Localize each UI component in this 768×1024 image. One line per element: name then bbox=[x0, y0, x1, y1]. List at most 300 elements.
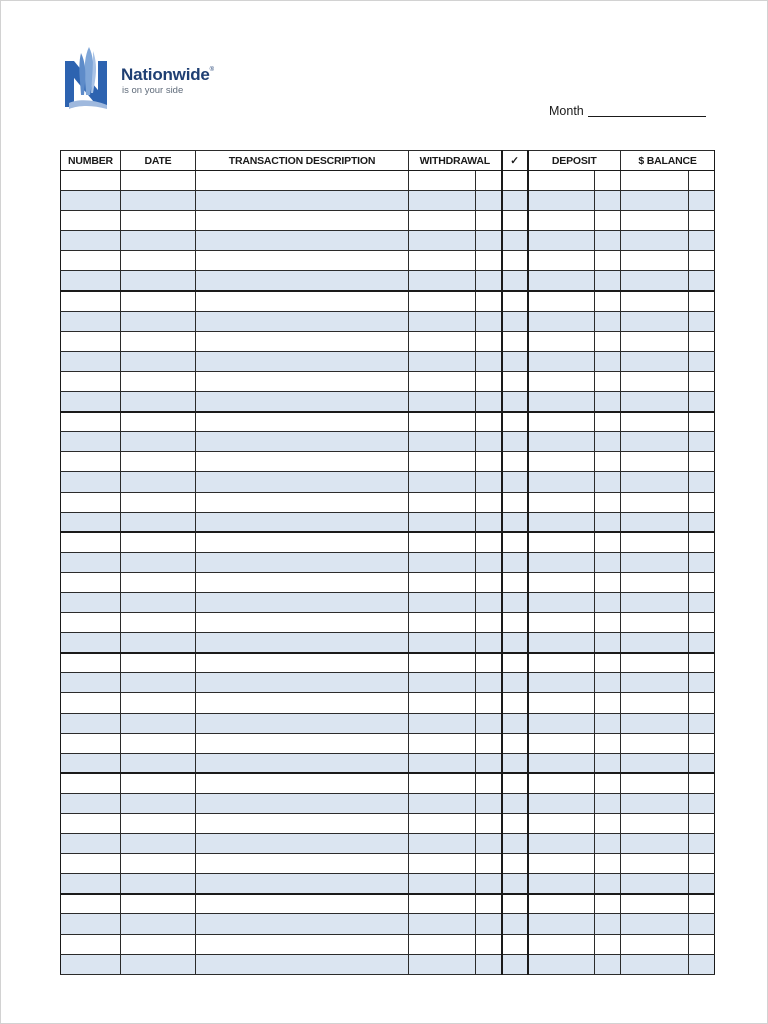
balance-dollars-cell[interactable] bbox=[621, 954, 689, 974]
withdrawal-dollars-cell[interactable] bbox=[409, 412, 476, 432]
withdrawal-dollars-cell[interactable] bbox=[409, 351, 476, 371]
check-cell[interactable] bbox=[502, 552, 528, 572]
balance-dollars-cell[interactable] bbox=[621, 914, 689, 934]
number-cell[interactable] bbox=[61, 914, 121, 934]
description-cell[interactable] bbox=[196, 331, 409, 351]
deposit-dollars-cell[interactable] bbox=[528, 733, 595, 753]
balance-cents-cell[interactable] bbox=[689, 894, 715, 914]
withdrawal-cents-cell[interactable] bbox=[476, 793, 502, 813]
description-cell[interactable] bbox=[196, 673, 409, 693]
withdrawal-cents-cell[interactable] bbox=[476, 753, 502, 773]
deposit-dollars-cell[interactable] bbox=[528, 954, 595, 974]
withdrawal-cents-cell[interactable] bbox=[476, 592, 502, 612]
check-cell[interactable] bbox=[502, 633, 528, 653]
withdrawal-cents-cell[interactable] bbox=[476, 914, 502, 934]
withdrawal-cents-cell[interactable] bbox=[476, 613, 502, 633]
withdrawal-dollars-cell[interactable] bbox=[409, 773, 476, 793]
withdrawal-dollars-cell[interactable] bbox=[409, 592, 476, 612]
date-cell[interactable] bbox=[121, 954, 196, 974]
date-cell[interactable] bbox=[121, 613, 196, 633]
check-cell[interactable] bbox=[502, 613, 528, 633]
balance-dollars-cell[interactable] bbox=[621, 592, 689, 612]
deposit-dollars-cell[interactable] bbox=[528, 713, 595, 733]
balance-dollars-cell[interactable] bbox=[621, 211, 689, 231]
check-cell[interactable] bbox=[502, 592, 528, 612]
check-cell[interactable] bbox=[502, 231, 528, 251]
check-cell[interactable] bbox=[502, 854, 528, 874]
description-cell[interactable] bbox=[196, 291, 409, 311]
withdrawal-cents-cell[interactable] bbox=[476, 673, 502, 693]
deposit-dollars-cell[interactable] bbox=[528, 392, 595, 412]
withdrawal-dollars-cell[interactable] bbox=[409, 874, 476, 894]
deposit-cents-cell[interactable] bbox=[595, 231, 621, 251]
deposit-cents-cell[interactable] bbox=[595, 914, 621, 934]
check-cell[interactable] bbox=[502, 211, 528, 231]
deposit-cents-cell[interactable] bbox=[595, 673, 621, 693]
balance-cents-cell[interactable] bbox=[689, 271, 715, 291]
check-cell[interactable] bbox=[502, 371, 528, 391]
withdrawal-dollars-cell[interactable] bbox=[409, 452, 476, 472]
number-cell[interactable] bbox=[61, 814, 121, 834]
balance-cents-cell[interactable] bbox=[689, 191, 715, 211]
balance-cents-cell[interactable] bbox=[689, 693, 715, 713]
date-cell[interactable] bbox=[121, 432, 196, 452]
balance-cents-cell[interactable] bbox=[689, 954, 715, 974]
withdrawal-dollars-cell[interactable] bbox=[409, 472, 476, 492]
deposit-cents-cell[interactable] bbox=[595, 472, 621, 492]
deposit-dollars-cell[interactable] bbox=[528, 793, 595, 813]
withdrawal-cents-cell[interactable] bbox=[476, 432, 502, 452]
date-cell[interactable] bbox=[121, 412, 196, 432]
withdrawal-cents-cell[interactable] bbox=[476, 271, 502, 291]
date-cell[interactable] bbox=[121, 733, 196, 753]
withdrawal-cents-cell[interactable] bbox=[476, 211, 502, 231]
description-cell[interactable] bbox=[196, 693, 409, 713]
withdrawal-dollars-cell[interactable] bbox=[409, 854, 476, 874]
deposit-dollars-cell[interactable] bbox=[528, 693, 595, 713]
check-cell[interactable] bbox=[502, 351, 528, 371]
balance-dollars-cell[interactable] bbox=[621, 934, 689, 954]
number-cell[interactable] bbox=[61, 793, 121, 813]
withdrawal-cents-cell[interactable] bbox=[476, 874, 502, 894]
description-cell[interactable] bbox=[196, 191, 409, 211]
balance-dollars-cell[interactable] bbox=[621, 331, 689, 351]
balance-dollars-cell[interactable] bbox=[621, 613, 689, 633]
number-cell[interactable] bbox=[61, 633, 121, 653]
description-cell[interactable] bbox=[196, 653, 409, 673]
date-cell[interactable] bbox=[121, 673, 196, 693]
number-cell[interactable] bbox=[61, 331, 121, 351]
balance-cents-cell[interactable] bbox=[689, 231, 715, 251]
date-cell[interactable] bbox=[121, 552, 196, 572]
balance-dollars-cell[interactable] bbox=[621, 854, 689, 874]
balance-dollars-cell[interactable] bbox=[621, 753, 689, 773]
withdrawal-dollars-cell[interactable] bbox=[409, 552, 476, 572]
date-cell[interactable] bbox=[121, 753, 196, 773]
check-cell[interactable] bbox=[502, 793, 528, 813]
deposit-cents-cell[interactable] bbox=[595, 834, 621, 854]
withdrawal-dollars-cell[interactable] bbox=[409, 693, 476, 713]
description-cell[interactable] bbox=[196, 874, 409, 894]
check-cell[interactable] bbox=[502, 874, 528, 894]
deposit-cents-cell[interactable] bbox=[595, 633, 621, 653]
deposit-cents-cell[interactable] bbox=[595, 452, 621, 472]
number-cell[interactable] bbox=[61, 492, 121, 512]
balance-cents-cell[interactable] bbox=[689, 733, 715, 753]
withdrawal-dollars-cell[interactable] bbox=[409, 954, 476, 974]
withdrawal-cents-cell[interactable] bbox=[476, 532, 502, 552]
date-cell[interactable] bbox=[121, 251, 196, 271]
number-cell[interactable] bbox=[61, 291, 121, 311]
deposit-dollars-cell[interactable] bbox=[528, 673, 595, 693]
check-cell[interactable] bbox=[502, 814, 528, 834]
balance-cents-cell[interactable] bbox=[689, 914, 715, 934]
number-cell[interactable] bbox=[61, 472, 121, 492]
balance-cents-cell[interactable] bbox=[689, 814, 715, 834]
balance-dollars-cell[interactable] bbox=[621, 713, 689, 733]
withdrawal-cents-cell[interactable] bbox=[476, 633, 502, 653]
balance-cents-cell[interactable] bbox=[689, 532, 715, 552]
withdrawal-cents-cell[interactable] bbox=[476, 934, 502, 954]
deposit-cents-cell[interactable] bbox=[595, 211, 621, 231]
withdrawal-cents-cell[interactable] bbox=[476, 231, 502, 251]
withdrawal-dollars-cell[interactable] bbox=[409, 713, 476, 733]
description-cell[interactable] bbox=[196, 231, 409, 251]
withdrawal-dollars-cell[interactable] bbox=[409, 191, 476, 211]
withdrawal-cents-cell[interactable] bbox=[476, 773, 502, 793]
balance-cents-cell[interactable] bbox=[689, 171, 715, 191]
date-cell[interactable] bbox=[121, 854, 196, 874]
deposit-cents-cell[interactable] bbox=[595, 412, 621, 432]
date-cell[interactable] bbox=[121, 814, 196, 834]
deposit-cents-cell[interactable] bbox=[595, 713, 621, 733]
balance-cents-cell[interactable] bbox=[689, 472, 715, 492]
date-cell[interactable] bbox=[121, 914, 196, 934]
deposit-cents-cell[interactable] bbox=[595, 291, 621, 311]
check-cell[interactable] bbox=[502, 472, 528, 492]
balance-dollars-cell[interactable] bbox=[621, 673, 689, 693]
number-cell[interactable] bbox=[61, 653, 121, 673]
number-cell[interactable] bbox=[61, 713, 121, 733]
balance-dollars-cell[interactable] bbox=[621, 472, 689, 492]
number-cell[interactable] bbox=[61, 271, 121, 291]
balance-dollars-cell[interactable] bbox=[621, 834, 689, 854]
description-cell[interactable] bbox=[196, 251, 409, 271]
balance-cents-cell[interactable] bbox=[689, 371, 715, 391]
check-cell[interactable] bbox=[502, 532, 528, 552]
number-cell[interactable] bbox=[61, 733, 121, 753]
deposit-dollars-cell[interactable] bbox=[528, 532, 595, 552]
deposit-cents-cell[interactable] bbox=[595, 613, 621, 633]
number-cell[interactable] bbox=[61, 452, 121, 472]
balance-dollars-cell[interactable] bbox=[621, 733, 689, 753]
withdrawal-dollars-cell[interactable] bbox=[409, 613, 476, 633]
deposit-dollars-cell[interactable] bbox=[528, 834, 595, 854]
withdrawal-cents-cell[interactable] bbox=[476, 311, 502, 331]
deposit-cents-cell[interactable] bbox=[595, 592, 621, 612]
date-cell[interactable] bbox=[121, 572, 196, 592]
description-cell[interactable] bbox=[196, 171, 409, 191]
withdrawal-dollars-cell[interactable] bbox=[409, 653, 476, 673]
deposit-cents-cell[interactable] bbox=[595, 371, 621, 391]
withdrawal-dollars-cell[interactable] bbox=[409, 371, 476, 391]
date-cell[interactable] bbox=[121, 371, 196, 391]
balance-cents-cell[interactable] bbox=[689, 512, 715, 532]
deposit-cents-cell[interactable] bbox=[595, 894, 621, 914]
withdrawal-dollars-cell[interactable] bbox=[409, 673, 476, 693]
withdrawal-cents-cell[interactable] bbox=[476, 894, 502, 914]
balance-cents-cell[interactable] bbox=[689, 834, 715, 854]
date-cell[interactable] bbox=[121, 392, 196, 412]
deposit-cents-cell[interactable] bbox=[595, 432, 621, 452]
deposit-cents-cell[interactable] bbox=[595, 934, 621, 954]
check-cell[interactable] bbox=[502, 653, 528, 673]
number-cell[interactable] bbox=[61, 934, 121, 954]
balance-dollars-cell[interactable] bbox=[621, 392, 689, 412]
balance-cents-cell[interactable] bbox=[689, 653, 715, 673]
balance-dollars-cell[interactable] bbox=[621, 633, 689, 653]
deposit-dollars-cell[interactable] bbox=[528, 171, 595, 191]
date-cell[interactable] bbox=[121, 934, 196, 954]
withdrawal-cents-cell[interactable] bbox=[476, 713, 502, 733]
withdrawal-dollars-cell[interactable] bbox=[409, 512, 476, 532]
date-cell[interactable] bbox=[121, 291, 196, 311]
date-cell[interactable] bbox=[121, 894, 196, 914]
number-cell[interactable] bbox=[61, 311, 121, 331]
deposit-dollars-cell[interactable] bbox=[528, 231, 595, 251]
date-cell[interactable] bbox=[121, 331, 196, 351]
number-cell[interactable] bbox=[61, 392, 121, 412]
check-cell[interactable] bbox=[502, 191, 528, 211]
deposit-cents-cell[interactable] bbox=[595, 532, 621, 552]
date-cell[interactable] bbox=[121, 693, 196, 713]
check-cell[interactable] bbox=[502, 954, 528, 974]
number-cell[interactable] bbox=[61, 351, 121, 371]
balance-dollars-cell[interactable] bbox=[621, 492, 689, 512]
deposit-dollars-cell[interactable] bbox=[528, 191, 595, 211]
number-cell[interactable] bbox=[61, 753, 121, 773]
deposit-cents-cell[interactable] bbox=[595, 753, 621, 773]
withdrawal-cents-cell[interactable] bbox=[476, 653, 502, 673]
withdrawal-cents-cell[interactable] bbox=[476, 814, 502, 834]
deposit-dollars-cell[interactable] bbox=[528, 271, 595, 291]
deposit-dollars-cell[interactable] bbox=[528, 934, 595, 954]
withdrawal-cents-cell[interactable] bbox=[476, 834, 502, 854]
balance-cents-cell[interactable] bbox=[689, 392, 715, 412]
description-cell[interactable] bbox=[196, 351, 409, 371]
description-cell[interactable] bbox=[196, 211, 409, 231]
month-blank-line[interactable] bbox=[588, 115, 706, 117]
number-cell[interactable] bbox=[61, 773, 121, 793]
withdrawal-dollars-cell[interactable] bbox=[409, 211, 476, 231]
description-cell[interactable] bbox=[196, 392, 409, 412]
deposit-dollars-cell[interactable] bbox=[528, 592, 595, 612]
date-cell[interactable] bbox=[121, 472, 196, 492]
balance-cents-cell[interactable] bbox=[689, 633, 715, 653]
number-cell[interactable] bbox=[61, 693, 121, 713]
date-cell[interactable] bbox=[121, 351, 196, 371]
balance-cents-cell[interactable] bbox=[689, 211, 715, 231]
date-cell[interactable] bbox=[121, 211, 196, 231]
balance-dollars-cell[interactable] bbox=[621, 171, 689, 191]
balance-dollars-cell[interactable] bbox=[621, 191, 689, 211]
deposit-dollars-cell[interactable] bbox=[528, 412, 595, 432]
description-cell[interactable] bbox=[196, 412, 409, 432]
number-cell[interactable] bbox=[61, 171, 121, 191]
deposit-cents-cell[interactable] bbox=[595, 874, 621, 894]
deposit-dollars-cell[interactable] bbox=[528, 572, 595, 592]
deposit-dollars-cell[interactable] bbox=[528, 291, 595, 311]
deposit-dollars-cell[interactable] bbox=[528, 894, 595, 914]
deposit-dollars-cell[interactable] bbox=[528, 914, 595, 934]
balance-cents-cell[interactable] bbox=[689, 311, 715, 331]
balance-dollars-cell[interactable] bbox=[621, 874, 689, 894]
deposit-cents-cell[interactable] bbox=[595, 171, 621, 191]
balance-cents-cell[interactable] bbox=[689, 351, 715, 371]
withdrawal-dollars-cell[interactable] bbox=[409, 271, 476, 291]
number-cell[interactable] bbox=[61, 834, 121, 854]
check-cell[interactable] bbox=[502, 713, 528, 733]
deposit-cents-cell[interactable] bbox=[595, 271, 621, 291]
date-cell[interactable] bbox=[121, 452, 196, 472]
deposit-dollars-cell[interactable] bbox=[528, 452, 595, 472]
withdrawal-dollars-cell[interactable] bbox=[409, 532, 476, 552]
withdrawal-dollars-cell[interactable] bbox=[409, 171, 476, 191]
number-cell[interactable] bbox=[61, 432, 121, 452]
deposit-dollars-cell[interactable] bbox=[528, 432, 595, 452]
deposit-dollars-cell[interactable] bbox=[528, 814, 595, 834]
balance-cents-cell[interactable] bbox=[689, 773, 715, 793]
check-cell[interactable] bbox=[502, 392, 528, 412]
balance-dollars-cell[interactable] bbox=[621, 512, 689, 532]
withdrawal-dollars-cell[interactable] bbox=[409, 753, 476, 773]
date-cell[interactable] bbox=[121, 773, 196, 793]
balance-cents-cell[interactable] bbox=[689, 874, 715, 894]
balance-dollars-cell[interactable] bbox=[621, 231, 689, 251]
check-cell[interactable] bbox=[502, 834, 528, 854]
balance-cents-cell[interactable] bbox=[689, 412, 715, 432]
balance-dollars-cell[interactable] bbox=[621, 251, 689, 271]
withdrawal-cents-cell[interactable] bbox=[476, 854, 502, 874]
deposit-cents-cell[interactable] bbox=[595, 331, 621, 351]
withdrawal-cents-cell[interactable] bbox=[476, 371, 502, 391]
number-cell[interactable] bbox=[61, 673, 121, 693]
date-cell[interactable] bbox=[121, 633, 196, 653]
description-cell[interactable] bbox=[196, 713, 409, 733]
balance-cents-cell[interactable] bbox=[689, 793, 715, 813]
date-cell[interactable] bbox=[121, 834, 196, 854]
date-cell[interactable] bbox=[121, 532, 196, 552]
deposit-dollars-cell[interactable] bbox=[528, 492, 595, 512]
balance-cents-cell[interactable] bbox=[689, 613, 715, 633]
description-cell[interactable] bbox=[196, 894, 409, 914]
balance-dollars-cell[interactable] bbox=[621, 693, 689, 713]
check-cell[interactable] bbox=[502, 894, 528, 914]
description-cell[interactable] bbox=[196, 572, 409, 592]
deposit-cents-cell[interactable] bbox=[595, 572, 621, 592]
deposit-cents-cell[interactable] bbox=[595, 793, 621, 813]
deposit-dollars-cell[interactable] bbox=[528, 211, 595, 231]
check-cell[interactable] bbox=[502, 934, 528, 954]
balance-dollars-cell[interactable] bbox=[621, 894, 689, 914]
description-cell[interactable] bbox=[196, 613, 409, 633]
date-cell[interactable] bbox=[121, 713, 196, 733]
balance-dollars-cell[interactable] bbox=[621, 532, 689, 552]
description-cell[interactable] bbox=[196, 371, 409, 391]
description-cell[interactable] bbox=[196, 854, 409, 874]
check-cell[interactable] bbox=[502, 693, 528, 713]
description-cell[interactable] bbox=[196, 311, 409, 331]
deposit-dollars-cell[interactable] bbox=[528, 311, 595, 331]
deposit-dollars-cell[interactable] bbox=[528, 613, 595, 633]
check-cell[interactable] bbox=[502, 311, 528, 331]
deposit-cents-cell[interactable] bbox=[595, 191, 621, 211]
deposit-cents-cell[interactable] bbox=[595, 814, 621, 834]
balance-cents-cell[interactable] bbox=[689, 251, 715, 271]
balance-cents-cell[interactable] bbox=[689, 492, 715, 512]
description-cell[interactable] bbox=[196, 834, 409, 854]
balance-cents-cell[interactable] bbox=[689, 432, 715, 452]
balance-dollars-cell[interactable] bbox=[621, 552, 689, 572]
deposit-cents-cell[interactable] bbox=[595, 773, 621, 793]
withdrawal-cents-cell[interactable] bbox=[476, 552, 502, 572]
balance-dollars-cell[interactable] bbox=[621, 793, 689, 813]
deposit-cents-cell[interactable] bbox=[595, 693, 621, 713]
deposit-cents-cell[interactable] bbox=[595, 311, 621, 331]
check-cell[interactable] bbox=[502, 171, 528, 191]
number-cell[interactable] bbox=[61, 954, 121, 974]
deposit-cents-cell[interactable] bbox=[595, 954, 621, 974]
balance-dollars-cell[interactable] bbox=[621, 271, 689, 291]
withdrawal-cents-cell[interactable] bbox=[476, 572, 502, 592]
deposit-dollars-cell[interactable] bbox=[528, 854, 595, 874]
withdrawal-cents-cell[interactable] bbox=[476, 171, 502, 191]
withdrawal-dollars-cell[interactable] bbox=[409, 793, 476, 813]
balance-cents-cell[interactable] bbox=[689, 572, 715, 592]
deposit-dollars-cell[interactable] bbox=[528, 773, 595, 793]
deposit-cents-cell[interactable] bbox=[595, 854, 621, 874]
balance-cents-cell[interactable] bbox=[689, 452, 715, 472]
description-cell[interactable] bbox=[196, 552, 409, 572]
date-cell[interactable] bbox=[121, 171, 196, 191]
description-cell[interactable] bbox=[196, 472, 409, 492]
balance-dollars-cell[interactable] bbox=[621, 814, 689, 834]
balance-cents-cell[interactable] bbox=[689, 291, 715, 311]
description-cell[interactable] bbox=[196, 773, 409, 793]
withdrawal-dollars-cell[interactable] bbox=[409, 331, 476, 351]
withdrawal-cents-cell[interactable] bbox=[476, 412, 502, 432]
number-cell[interactable] bbox=[61, 532, 121, 552]
withdrawal-dollars-cell[interactable] bbox=[409, 894, 476, 914]
check-cell[interactable] bbox=[502, 512, 528, 532]
balance-dollars-cell[interactable] bbox=[621, 572, 689, 592]
number-cell[interactable] bbox=[61, 512, 121, 532]
balance-cents-cell[interactable] bbox=[689, 854, 715, 874]
date-cell[interactable] bbox=[121, 311, 196, 331]
number-cell[interactable] bbox=[61, 552, 121, 572]
deposit-dollars-cell[interactable] bbox=[528, 653, 595, 673]
number-cell[interactable] bbox=[61, 251, 121, 271]
description-cell[interactable] bbox=[196, 271, 409, 291]
withdrawal-dollars-cell[interactable] bbox=[409, 392, 476, 412]
date-cell[interactable] bbox=[121, 512, 196, 532]
description-cell[interactable] bbox=[196, 793, 409, 813]
description-cell[interactable] bbox=[196, 753, 409, 773]
withdrawal-cents-cell[interactable] bbox=[476, 191, 502, 211]
description-cell[interactable] bbox=[196, 432, 409, 452]
withdrawal-dollars-cell[interactable] bbox=[409, 914, 476, 934]
description-cell[interactable] bbox=[196, 954, 409, 974]
